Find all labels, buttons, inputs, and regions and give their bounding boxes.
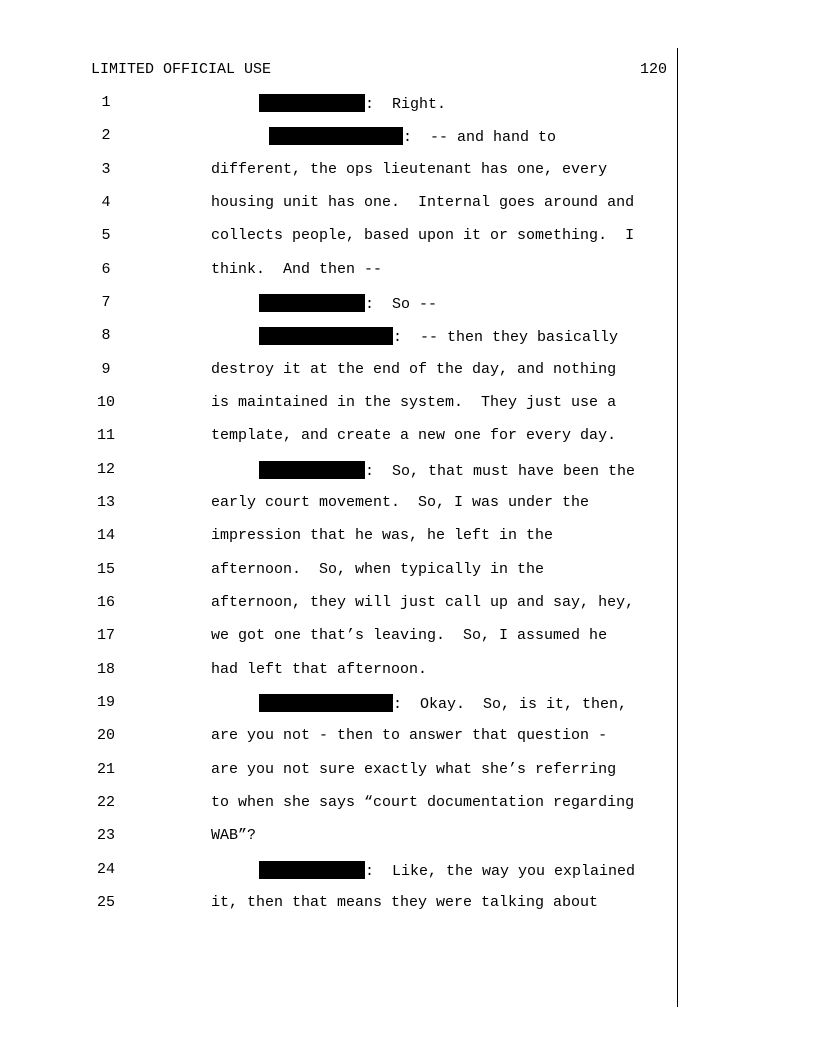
transcript-line-15 xyxy=(0,561,816,583)
transcript-line-22 xyxy=(0,794,816,816)
transcript-line-5 xyxy=(0,227,816,249)
transcript-line-10 xyxy=(0,394,816,416)
transcript-line-11 xyxy=(0,427,816,449)
line-text xyxy=(259,861,635,880)
line-content: : Right. xyxy=(365,96,447,113)
line-number: 20 xyxy=(96,727,115,744)
line-content: destroy it at the end of the day, and nothing xyxy=(211,361,617,378)
line-content: different, the ops lieutenant has one, every xyxy=(211,161,608,178)
classification-marking: LIMITED OFFICIAL USE xyxy=(91,61,272,78)
line-number: 9 xyxy=(101,361,111,378)
line-content: : -- and hand to xyxy=(403,129,557,146)
transcript-line-4 xyxy=(0,194,816,216)
line-number: 6 xyxy=(101,261,111,278)
transcript-line-20 xyxy=(0,727,816,749)
line-content: WAB”? xyxy=(211,827,257,844)
transcript-line-19 xyxy=(0,694,816,716)
line-number: 12 xyxy=(96,461,115,478)
line-text xyxy=(259,327,618,346)
line-content: impression that he was, he left in the xyxy=(211,527,554,544)
line-content: it, then that means they were talking about xyxy=(211,894,599,911)
line-content: : So, that must have been the xyxy=(365,463,636,480)
line-content: : -- then they basically xyxy=(393,329,619,346)
line-text xyxy=(259,461,635,480)
transcript-line-9 xyxy=(0,361,816,383)
line-number: 4 xyxy=(101,194,111,211)
line-number: 25 xyxy=(96,894,115,911)
line-number: 16 xyxy=(96,594,115,611)
transcript-line-3 xyxy=(0,161,816,183)
transcript-line-18 xyxy=(0,661,816,683)
transcript-line-16 xyxy=(0,594,816,616)
page-number: 120 xyxy=(639,61,667,78)
line-number: 2 xyxy=(101,127,111,144)
line-number: 17 xyxy=(96,627,115,644)
line-text xyxy=(259,694,627,713)
line-number: 3 xyxy=(101,161,111,178)
line-content: : Like, the way you explained xyxy=(365,863,636,880)
line-number: 5 xyxy=(101,227,111,244)
transcript-line-2 xyxy=(0,127,816,149)
line-number: 7 xyxy=(101,294,111,311)
transcript-line-23 xyxy=(0,827,816,849)
line-content: are you not sure exactly what she’s referring xyxy=(211,761,617,778)
line-content: afternoon, they will just call up and say, hey, xyxy=(211,594,635,611)
transcript-line-1 xyxy=(0,94,816,116)
transcript-line-24 xyxy=(0,861,816,883)
line-number: 24 xyxy=(96,861,115,878)
redacted-speaker-name xyxy=(259,94,365,112)
line-content: think. And then -- xyxy=(211,261,383,278)
line-number: 8 xyxy=(101,327,111,344)
line-content: : So -- xyxy=(365,296,438,313)
redacted-speaker-name xyxy=(259,694,393,712)
line-number: 13 xyxy=(96,494,115,511)
transcript-line-13 xyxy=(0,494,816,516)
redacted-speaker-name xyxy=(259,861,365,879)
line-number: 14 xyxy=(96,527,115,544)
line-number: 10 xyxy=(96,394,115,411)
line-number: 15 xyxy=(96,561,115,578)
line-text xyxy=(259,294,437,313)
transcript-line-17 xyxy=(0,627,816,649)
line-content: collects people, based upon it or something. I xyxy=(211,227,635,244)
transcript-line-7 xyxy=(0,294,816,316)
line-content: afternoon. So, when typically in the xyxy=(211,561,545,578)
line-content: is maintained in the system. They just use a xyxy=(211,394,617,411)
line-text xyxy=(269,127,556,146)
line-number: 18 xyxy=(96,661,115,678)
redacted-speaker-name xyxy=(259,327,393,345)
line-number: 23 xyxy=(96,827,115,844)
redacted-speaker-name xyxy=(259,294,365,312)
line-content: : Okay. So, is it, then, xyxy=(393,696,628,713)
redacted-speaker-name xyxy=(269,127,403,145)
line-content: early court movement. So, I was under the xyxy=(211,494,590,511)
transcript-line-14 xyxy=(0,527,816,549)
line-content: had left that afternoon. xyxy=(211,661,428,678)
line-content: are you not - then to answer that question - xyxy=(211,727,608,744)
line-content: to when she says “court documentation regarding xyxy=(211,794,635,811)
line-content: template, and create a new one for every day. xyxy=(211,427,617,444)
line-number: 1 xyxy=(101,94,111,111)
transcript-line-8 xyxy=(0,327,816,349)
line-text xyxy=(259,94,446,113)
transcript-line-21 xyxy=(0,761,816,783)
line-number: 21 xyxy=(96,761,115,778)
line-content: we got one that’s leaving. So, I assumed he xyxy=(211,627,608,644)
line-number: 22 xyxy=(96,794,115,811)
line-content: housing unit has one. Internal goes around and xyxy=(211,194,635,211)
transcript-line-25 xyxy=(0,894,816,916)
redacted-speaker-name xyxy=(259,461,365,479)
transcript-line-12 xyxy=(0,461,816,483)
line-number: 11 xyxy=(96,427,115,444)
transcript-line-6 xyxy=(0,261,816,283)
line-number: 19 xyxy=(96,694,115,711)
